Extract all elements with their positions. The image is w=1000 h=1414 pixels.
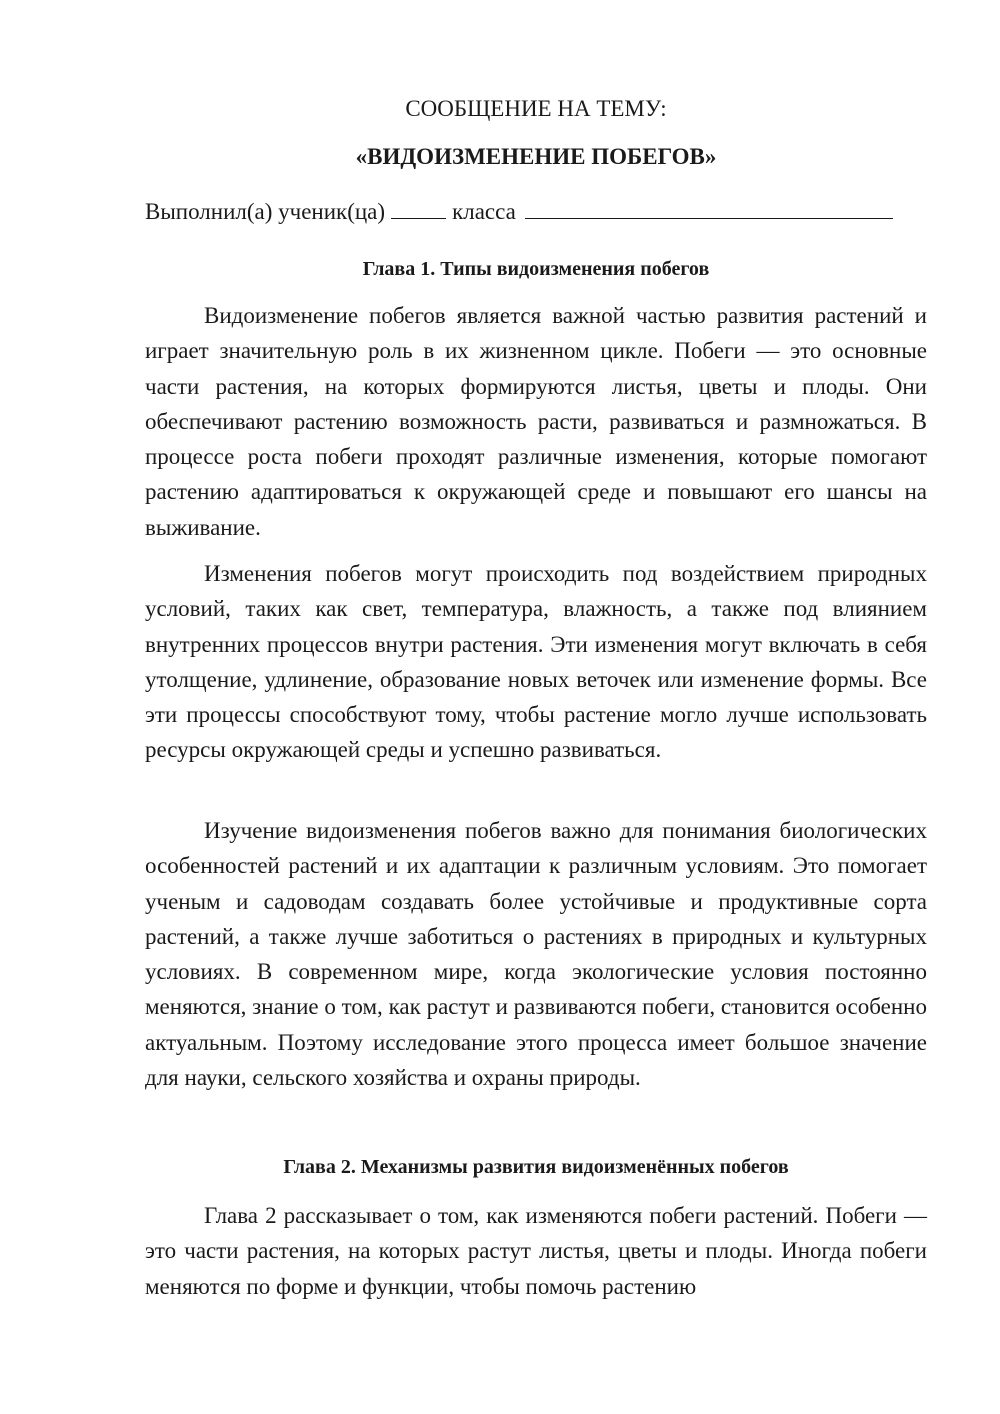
document-title-line1: СООБЩЕНИЕ НА ТЕМУ: [405, 96, 667, 121]
chapter1-paragraph: Изменения побегов могут происходить под воздействием природных условий, таких как свет, температура, влажность, а также под влиянием внутренних процессов внутри растения. Эти изменения могут включать в себя утолщение, удлинение, образование новых веточек или изменение формы. Все эти процессы способствуют тому, чтобы растение могло лучше использовать ресурсы окружающей среды и успешно развиваться. [145, 561, 927, 763]
chapter1-paragraph: Изучение видоизменения побегов важно для понимания биологических особенностей растений и их адаптации к различным условиям. Это помогает ученым и садоводам создавать более устойчивые и продуктивные сорта растений, а также лучше заботиться о растениях в природных и культурных условиях. В современном мире, когда экологические условия постоянно меняются, знание о том, как растут и развиваются побеги, становится особенно актуальным. Поэтому исследование этого процесса имеет большое значение для науки, сельского хозяйства и охраны природы. [145, 818, 927, 1091]
chapter1-paragraph: Видоизменение побегов является важной частью развития растений и играет значительную роль в их жизненном цикле. Побеги — это основные части растения, на которых формируются листья, цветы и плоды. Они обеспечивают растению возможность расти, развиваться и размножаться. В процессе роста побеги проходят различные изменения, которые помогают растению адаптироваться к окружающей среде и повышают его шансы на выживание. [145, 303, 927, 540]
chapter1-heading: Глава 1. Типы видоизменения побегов [362, 258, 710, 280]
document-title-line2: «ВИДОИЗМЕНЕНИЕ ПОБЕГОВ» [355, 144, 717, 169]
chapter2-paragraph: Глава 2 рассказывает о том, как изменяются побеги растений. Побеги — это части растения, на которых растут листья, цветы и плоды. Иногда побеги меняются по форме и функции, чтобы помочь растению [145, 1203, 927, 1299]
grade-blank [391, 198, 446, 219]
class-blank [525, 198, 893, 219]
class-label: класса [452, 199, 516, 224]
author-label: Выполнил(а) ученик(ца) [145, 199, 386, 224]
author-line [145, 197, 927, 227]
chapter2-heading: Глава 2. Механизмы развития видоизменённых побегов [283, 1156, 789, 1178]
